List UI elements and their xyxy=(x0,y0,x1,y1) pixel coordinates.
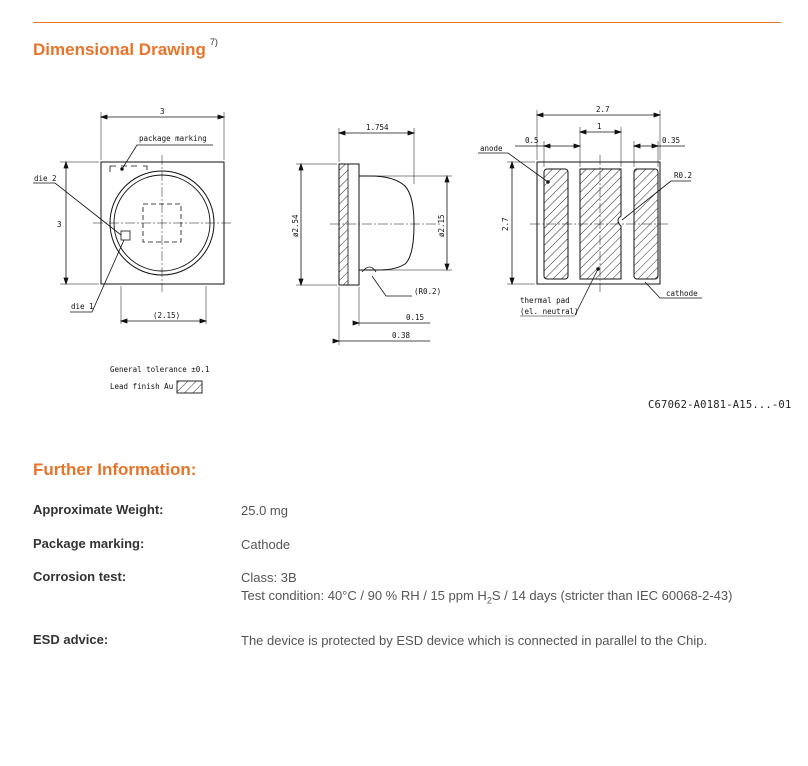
side-dim-015: 0.15 xyxy=(406,313,425,322)
corrosion-value xyxy=(241,569,771,610)
die2-callout: die 2 xyxy=(34,174,57,183)
weight-label: Approximate Weight: xyxy=(33,502,164,517)
weight-value: 25.0 mg xyxy=(241,503,288,518)
marking-value: Cathode xyxy=(241,537,291,552)
die1-callout: die 1 xyxy=(71,302,94,311)
top-width-label: 3 xyxy=(160,107,165,116)
thermal-pad-callout: thermal pad xyxy=(520,296,570,305)
bottom-right-dim: 0.35 xyxy=(662,136,681,145)
bottom-view xyxy=(478,105,702,316)
bottom-radius-label: R0.2 xyxy=(674,171,693,180)
lead-finish-swatch xyxy=(177,381,202,393)
side-dim-038: 0.38 xyxy=(392,331,411,340)
thermal-pad-note: (el. neutral) xyxy=(520,307,579,316)
side-view xyxy=(291,123,452,345)
lead-finish-note: Lead finish Au xyxy=(110,382,174,391)
package-marking-callout: package marking xyxy=(139,134,207,143)
drawing-notes xyxy=(110,365,209,393)
esd-label: ESD advice: xyxy=(33,632,109,647)
cathode-callout: cathode xyxy=(666,289,698,298)
side-top-dim: 1.754 xyxy=(366,123,389,132)
section-title-further-information: Further Information: xyxy=(33,460,197,479)
esd-value: The device is protected by ESD device which is connected in parallel to the Chip. xyxy=(241,633,708,648)
bottom-height-label: 2.7 xyxy=(501,217,510,231)
top-height-label: 3 xyxy=(57,220,62,229)
corrosion-class: Class: 3B xyxy=(241,570,297,585)
side-radius-label: (R0.2) xyxy=(414,287,442,296)
general-tolerance-note: General tolerance ±0.1 xyxy=(110,365,210,374)
bottom-width-label: 2.7 xyxy=(596,105,610,114)
corrosion-label: Corrosion test: xyxy=(33,569,127,584)
bottom-left-dim: 0.5 xyxy=(525,136,539,145)
footnote-marker: 7) xyxy=(209,37,218,48)
anode-callout: anode xyxy=(480,144,503,153)
corrosion-condition: Test condition: 40°C / 90 % RH / 15 ppm $H_2S / 14$ days (stricter than IEC 60068-2-43) xyxy=(241,588,733,606)
bottom-center-dim: 1 xyxy=(597,122,602,131)
top-view xyxy=(33,107,232,324)
drawing-code: C67062-A0181-A15...-01 xyxy=(648,399,792,411)
marking-label: Package marking: xyxy=(33,536,145,551)
side-right-diameter: ø2.15 xyxy=(437,214,446,237)
section-title-dimensional-drawing: Dimensional Drawing $^{7)}$ xyxy=(33,37,218,59)
top-bottom-dim: (2.15) xyxy=(153,311,181,320)
side-left-diameter: ø2.54 xyxy=(291,214,300,237)
